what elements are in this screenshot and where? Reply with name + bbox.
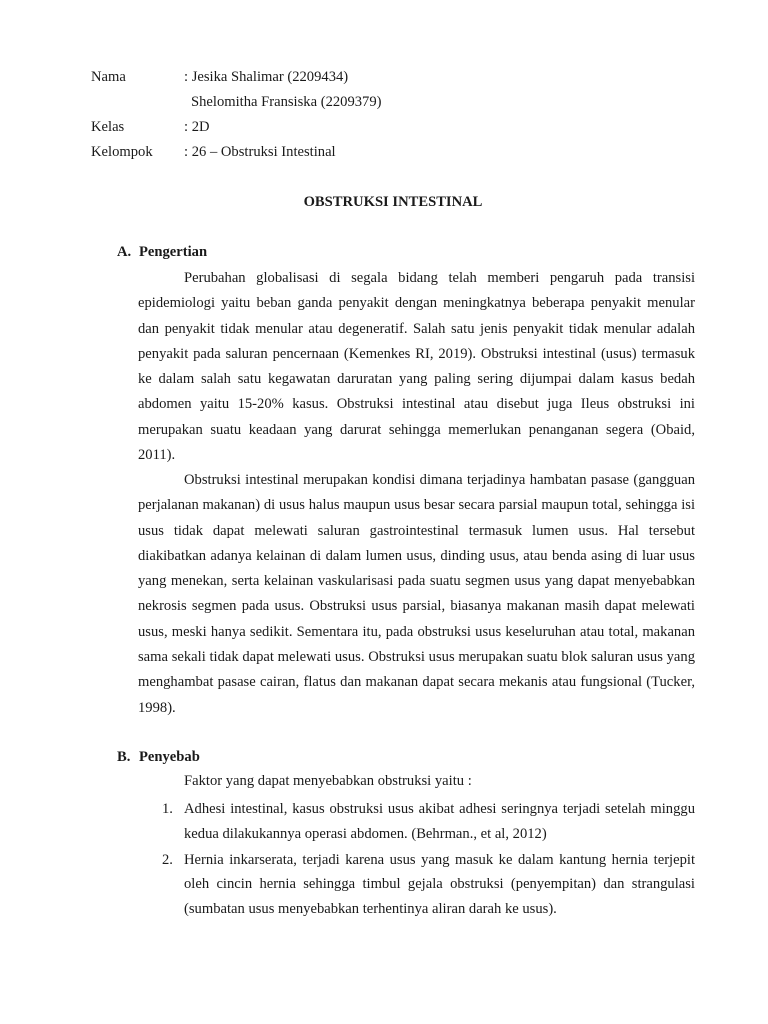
list-number: 2.	[162, 851, 173, 868]
list-text: Adhesi intestinal, kasus obstruksi usus akibat adhesi seringnya terjadi setelah minggu kedua dilakukannya operasi abdomen. (Behrman., et al, 2012)	[184, 801, 695, 842]
meta-label	[91, 92, 184, 117]
meta-value: : 2D	[184, 119, 210, 135]
cause-list	[138, 797, 695, 923]
section-title: Pengertian	[139, 244, 208, 260]
meta-value: Shelomitha Fransiska (2209379)	[191, 94, 382, 110]
section-heading-pengertian	[117, 244, 207, 261]
student-info	[91, 67, 382, 167]
meta-row-nama	[91, 67, 382, 92]
paragraph-1: Perubahan globalisasi di segala bidang telah memberi pengaruh pada transisi epidemiologi yaitu beban ganda penyakit dengan meningkatnya beberapa penyakit menular dan penyakit tidak menular atau degeneratif. Salah satu jenis penyakit tidak menular adalah penyakit pada saluran pencernaan (Kemenkes RI, 2019). Obstruksi intestinal (usus) termasuk ke dalam salah satu kegawatan daruratan yang paling sering dijumpai dalam kasus bedah abdomen yaitu 15-20% kasus. Obstruksi intestinal atau disebut juga Ileus obstruksi ini merupakan suatu keadaan yang darurat sehingga memerlukan penanganan segera (Obaid, 2011).	[138, 270, 695, 464]
list-item	[138, 848, 695, 922]
section-letter: B.	[117, 749, 131, 765]
meta-value: : Jesika Shalimar (2209434)	[184, 69, 349, 85]
paragraph-2: Obstruksi intestinal merupakan kondisi dimana terjadinya hambatan pasase (gangguan perjalanan makanan) di usus halus maupun usus besar secara parsial maupun total, sehingga isi usus tidak dapat melewati saluran gastrointestinal termasuk lumen usus. Hal tersebut diakibatkan adanya kelainan di dalam lumen usus, dinding usus, atau benda asing di luar usus yang menekan, serta kelainan vaskularisasi pada suatu segmen usus yang dapat menyebabkan nekrosis segmen pada usus. Obstruksi usus parsial, biasanya makanan masih dapat melewati usus, meski hanya sedikit. Sementara itu, pada obstruksi usus keseluruhan atau total, makanan sama sekali tidak dapat melewati usus. Obstruksi usus merupakan suatu blok saluran usus yang menghambat pasase cairan, flatus dan makanan dapat secara mekanis atau fungsional (Tucker, 1998).	[138, 472, 695, 716]
meta-label: Kelompok	[91, 144, 153, 160]
section-intro: Faktor yang dapat menyebabkan obstruksi yaitu :	[184, 773, 472, 789]
list-item	[138, 797, 695, 847]
meta-row-kelompok	[91, 142, 382, 167]
meta-label: Kelas	[91, 119, 125, 135]
meta-row-kelas	[91, 117, 382, 142]
meta-label: Nama	[91, 69, 126, 85]
list-number: 1.	[162, 801, 173, 817]
section-heading-penyebab	[117, 749, 200, 766]
meta-row-nama-2	[91, 92, 382, 117]
section-title: Penyebab	[139, 749, 200, 765]
meta-value: : 26 – Obstruksi Intestinal	[184, 144, 336, 160]
section-letter: A.	[117, 244, 132, 260]
list-text: Hernia inkarserata, terjadi karena usus yang masuk ke dalam kantung hernia terjepit oleh cincin hernia sehingga timbul gejala obstruksi (penyempitan) dan strangulasi (sumbatan usus menyebabkan terhentinya aliran darah ke usus).	[184, 851, 695, 918]
document-title: OBSTRUKSI INTESTINAL	[303, 194, 483, 210]
